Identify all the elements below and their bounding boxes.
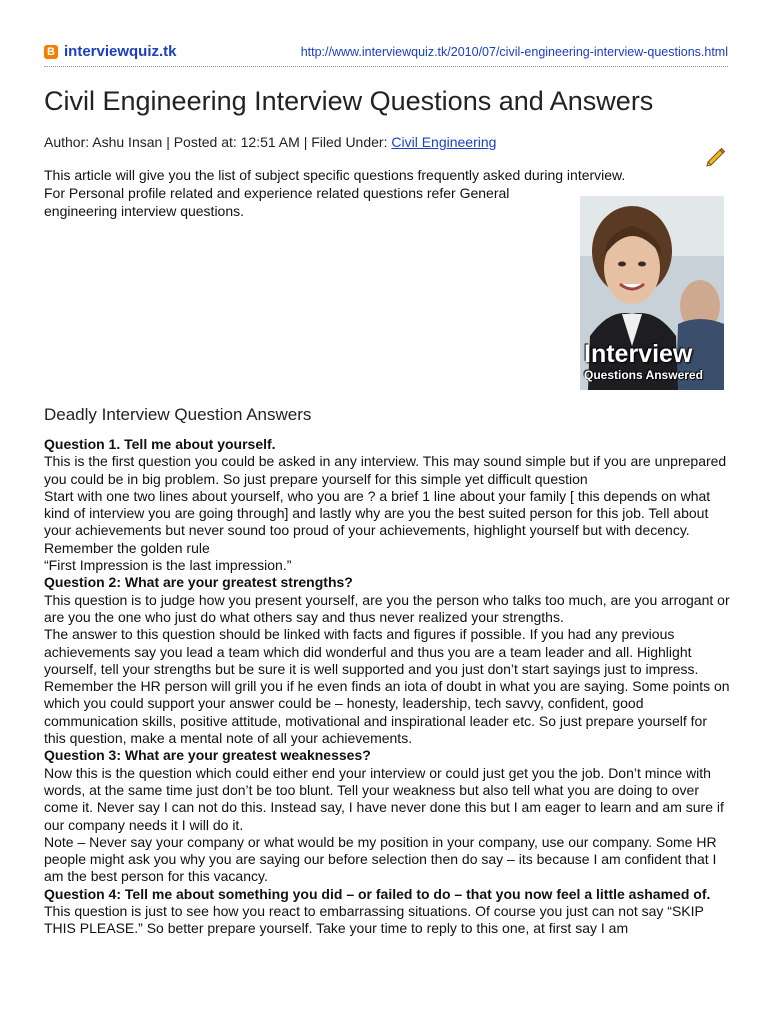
top-bar (44, 43, 728, 67)
question-heading: Question 1. Tell me about yourself. (44, 436, 276, 452)
image-overlay-title: Interview (584, 340, 693, 368)
category-link[interactable]: Civil Engineering (391, 134, 497, 150)
question-heading: Question 3: What are your greatest weaknesses? (44, 747, 371, 764)
answer-paragraph: The answer to this question should be linked with facts and figures if possible. If you had any previous achievements say you lead a team which did wonderful and thus you are a team leader and all. Highlight yourself, tell your strengths but be sure it is well supported and you just don’t start sayings just to impress. Remember the HR person will grill you if he even finds an iota of doubt in what you are saying. Some points on which you could support your answer could be – honesty, leadership, tech savvy, confident, good communication skills, positive attitude, motivational and inspirational leader etc. So just prepare yourself for this question, make a mental note of all your achievements. (44, 626, 730, 747)
interview-image (580, 196, 724, 390)
site-link[interactable] (44, 43, 177, 60)
header-divider (44, 66, 728, 67)
intro-line: This article will give you the list of subject specific questions frequently asked during interview. (44, 167, 626, 183)
answer-paragraph: This question is just to see how you react to embarrassing situations. Of course you just can not say “SKIP THIS PLEASE.” So better prepare yourself. Take your time to reply to this one, at first say I am (44, 903, 704, 937)
meta-text: Author: Ashu Insan | Posted at: 12:51 AM | Filed Under: (44, 134, 392, 150)
answer-paragraph: This is the first question you could be asked in any interview. This may sound simple but if you are unprepared you could be in big problem. So just prepare yourself for this simple yet difficult question (44, 453, 727, 487)
answer-paragraph: Start with one two lines about yourself, who you are ? a brief 1 line about your family [ this depends on what kind of interview you are going through] and lastly why are you the best suited person for this job. Tell about your achievements but never sound too proud of your achievements, highlight yourself but with decency. Remember the golden rule (44, 487, 711, 556)
site-name: interviewquiz.tk (64, 43, 177, 60)
answer-paragraph: This question is to judge how you present yourself, are you the person who talks too much, are you arrogant or are you the one who just do what others say and thus never realized your strengths. (44, 591, 730, 625)
edit-pencil-icon[interactable] (704, 146, 726, 168)
blogger-icon: B (44, 45, 58, 59)
question-heading: Question 2: What are your greatest strengths? (44, 574, 353, 591)
article-meta (44, 134, 496, 150)
answer-paragraph: Note – Never say your company or what would be my position in your company, use our company. Some HR people might ask you why you are saying our before selection then do say – its because I am confident that I am the best person for this vacancy. (44, 833, 717, 885)
question-heading: Question 4: Tell me about something you did – or failed to do – that you now feel a little ashamed of. (44, 885, 711, 902)
section-heading: Deadly Interview Question Answers (44, 405, 312, 424)
answer-paragraph: Now this is the question which could either end your interview or could just get you the job. Don’t mince with words, at the same time just don’t be too blunt. Tell your weakness but also tell what you are doing to over come it. Never say I can not do this. Instead say, I have never done this but I am eager to learn and am sure if our company needs it I will do it. (44, 764, 724, 833)
page-url[interactable]: http://www.interviewquiz.tk/2010/07/civil-engineering-interview-questions.html (300, 45, 728, 59)
answer-paragraph: “First Impression is the last impression.” (44, 557, 292, 574)
image-overlay-subtitle: Questions Answered (584, 368, 703, 382)
article-title: Civil Engineering Interview Questions and Answers (44, 86, 654, 116)
article-body (44, 436, 730, 938)
intro-line: For Personal profile related and experience related questions refer General engineering interview questions. (44, 185, 510, 219)
